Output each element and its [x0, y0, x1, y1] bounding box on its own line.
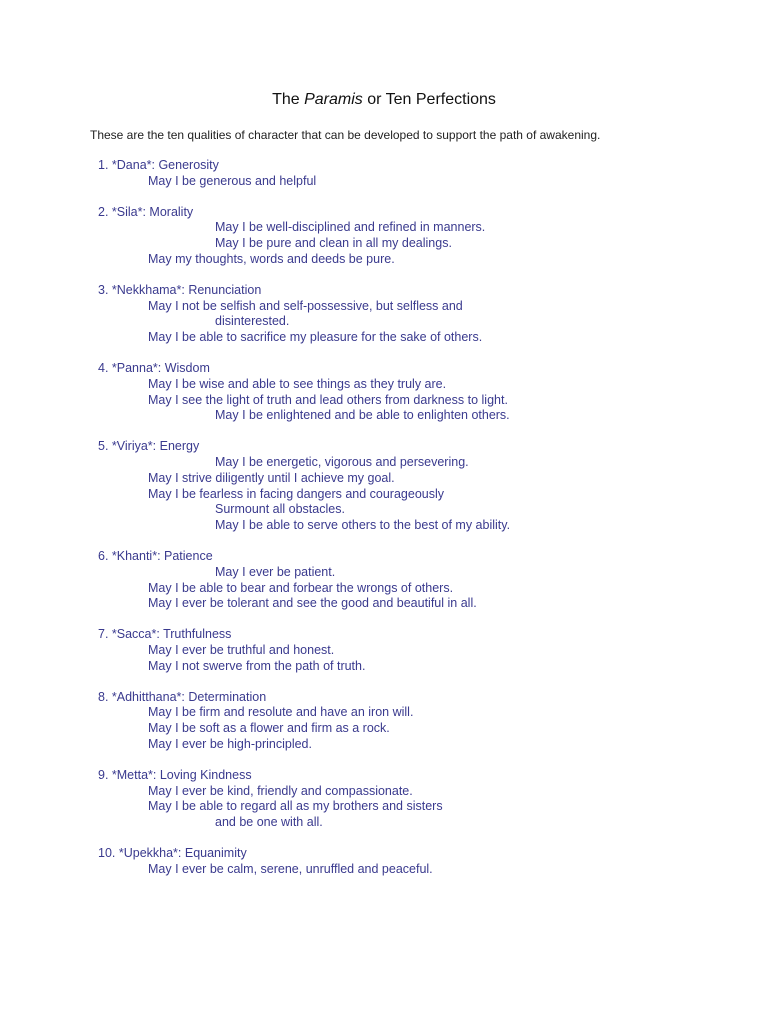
- perfection-item: [0, 846, 768, 878]
- aspiration-line: May I be pure and clean in all my dealings.: [215, 236, 452, 251]
- perfection-item: [0, 439, 768, 534]
- perfection-heading: 3. *Nekkhama*: Renunciation: [98, 282, 262, 297]
- perfection-heading: 1. *Dana*: Generosity: [98, 158, 219, 172]
- aspiration-line: May I be able to regard all as my brothers and sisters: [148, 799, 443, 814]
- perfection-heading: 5. *Viriya*: Energy: [98, 439, 200, 454]
- title-suffix: or Ten Perfections: [367, 91, 496, 108]
- perfection-item: [0, 158, 768, 190]
- perfection-heading: 2. *Sila*: Morality: [98, 204, 194, 219]
- aspiration-line: disinterested.: [215, 314, 290, 329]
- perfection-heading: 9. *Metta*: Loving Kindness: [98, 767, 252, 782]
- title-italic: Paramis: [304, 91, 363, 108]
- aspiration-line: May I be soft as a flower and firm as a rock.: [148, 721, 390, 736]
- perfection-heading: 7. *Sacca*: Truthfulness: [98, 627, 232, 642]
- perfection-item: [0, 768, 768, 831]
- perfection-item: [0, 205, 768, 268]
- aspiration-line: May my thoughts, words and deeds be pure.: [148, 251, 395, 266]
- aspiration-line: May I be able to bear and forbear the wrongs of others.: [148, 580, 454, 595]
- aspiration-line: May I ever be calm, serene, unruffled and peaceful.: [148, 861, 433, 876]
- aspiration-line: May I ever be truthful and honest.: [148, 642, 335, 657]
- aspiration-line: May I ever be high-principled.: [148, 736, 312, 751]
- aspiration-line: May I not swerve from the path of truth.: [148, 658, 366, 673]
- perfection-heading: 4. *Panna*: Wisdom: [98, 360, 210, 375]
- perfection-heading: 8. *Adhitthana*: Determination: [98, 689, 267, 704]
- title-prefix: The: [272, 91, 300, 108]
- perfection-item: [0, 549, 768, 612]
- perfections-list: [0, 158, 768, 892]
- aspiration-line: May I be able to sacrifice my pleasure for the sake of others.: [148, 330, 483, 345]
- page-title: [0, 91, 768, 109]
- aspiration-line: May I be firm and resolute and have an iron will.: [148, 705, 414, 720]
- aspiration-line: May I be enlightened and be able to enlighten others.: [215, 408, 510, 423]
- perfection-item: [0, 690, 768, 753]
- perfection-heading: 10. *Upekkha*: Equanimity: [98, 845, 247, 860]
- perfection-heading: 6. *Khanti*: Patience: [98, 548, 213, 563]
- aspiration-line: May I ever be tolerant and see the good and beautiful in all.: [148, 596, 477, 611]
- aspiration-line: May I see the light of truth and lead others from darkness to light.: [148, 392, 508, 407]
- aspiration-line: May I not be selfish and self-possessive, but selfless and: [148, 298, 463, 313]
- aspiration-line: May I be well-disciplined and refined in manners.: [215, 220, 486, 235]
- aspiration-line: Surmount all obstacles.: [215, 502, 345, 517]
- intro-text: These are the ten qualities of character that can be developed to support the path of awakening.: [90, 128, 601, 142]
- aspiration-line: May I strive diligently until I achieve my goal.: [148, 470, 395, 485]
- aspiration-line: and be one with all.: [215, 815, 323, 830]
- aspiration-line: May I be fearless in facing dangers and courageously: [148, 486, 445, 501]
- aspiration-line: May I ever be patient.: [215, 564, 336, 579]
- aspiration-line: May I be energetic, vigorous and persevering.: [215, 454, 469, 469]
- perfection-item: [0, 627, 768, 674]
- perfection-item: [0, 283, 768, 346]
- aspiration-line: May I ever be kind, friendly and compassionate.: [148, 783, 413, 798]
- aspiration-line: May I be wise and able to see things as they truly are.: [148, 376, 447, 391]
- aspiration-line: May I be able to serve others to the best of my ability.: [215, 518, 511, 533]
- perfection-item: [0, 361, 768, 424]
- aspiration-line: May I be generous and helpful: [148, 173, 317, 188]
